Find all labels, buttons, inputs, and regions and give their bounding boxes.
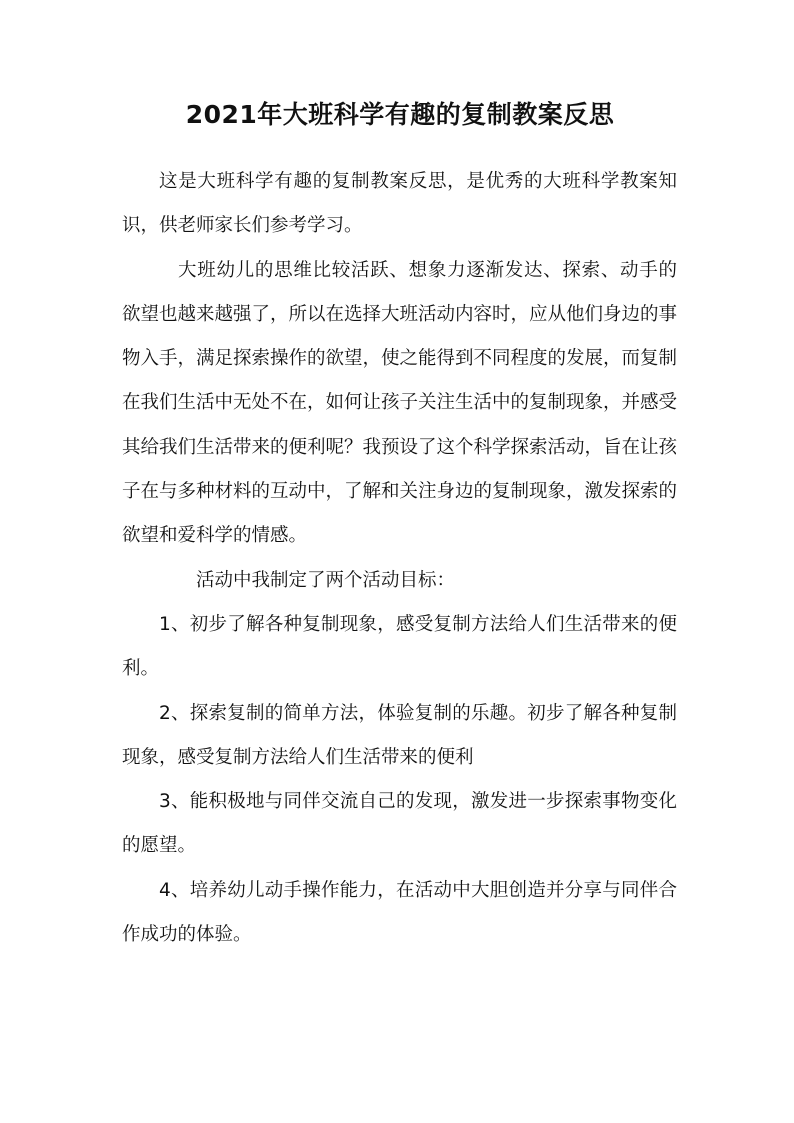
document-body: [122, 160, 677, 957]
intro-paragraph: 这是大班科学有趣的复制教案反思，是优秀的大班科学教案知识，供老师家长们参考学习。: [122, 171, 677, 237]
goals-heading: 活动中我制定了两个活动目标：: [196, 569, 456, 591]
main-paragraph: 大班幼儿的思维比较活跃、想象力逐渐发达、探索、动手的欲望也越来越强了，所以在选择大班活动内容时，应从他们身边的事物入手，满足探索操作的欲望，使之能得到不同程度的发展，而复制在我们生活中无处不在，如何让孩子关注生活中的复制现象，并感受其给我们生活带来的便利呢？我预设了这个科学探索活动，旨在让孩子在与多种材料的互动中，了解和关注身边的复制现象，激发探索的欲望和爱科学的情感。: [122, 259, 678, 547]
goal-item-3: 3、能积极地与同伴交流自己的发现，激发进一步探索事物变化的愿望。: [122, 791, 677, 857]
document-title: 2021年大班科学有趣的复制教案反思: [185, 100, 615, 129]
goal-item-4: 4、培养幼儿动手操作能力，在活动中大胆创造并分享与同伴合作成功的体验。: [122, 879, 677, 946]
goal-item-1: 1、初步了解各种复制现象，感受复制方法给人们生活带来的便利。: [122, 613, 677, 680]
goal-item-2: 2、探索复制的简单方法，体验复制的乐趣。初步了解各种复制现象，感受复制方法给人们生活带来的便利: [122, 702, 677, 768]
